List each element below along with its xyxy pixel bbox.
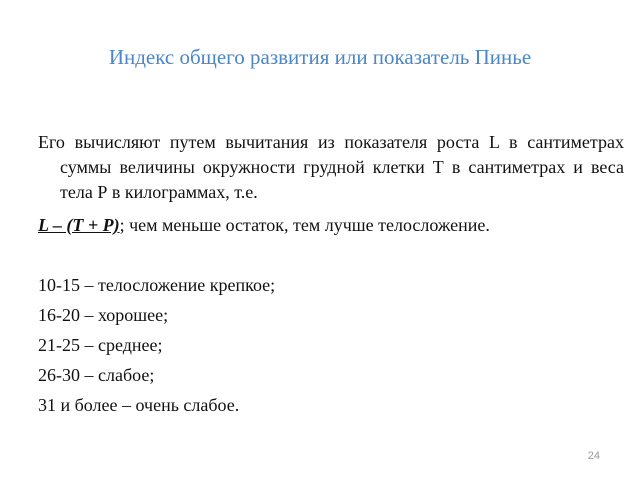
page-number: 24	[587, 450, 600, 462]
range-item: 31 и более – очень слабое.	[38, 395, 240, 415]
definition-paragraph: Его вычисляют путем вычитания из показателя роста L в сантиметрах суммы величины окружности грудной клетки Т в сантиметрах и веса тела Р в килограммах, т.е.	[38, 132, 624, 202]
range-item: 21-25 – среднее;	[38, 335, 163, 355]
formula-line	[38, 213, 490, 238]
range-item: 16-20 – хорошее;	[38, 305, 169, 325]
slide-title: Индекс общего развития или показатель Пинье	[108, 45, 532, 69]
range-item: 10-15 – телосложение крепкое;	[38, 275, 276, 295]
formula-explanation: ; чем меньше остаток, тем лучше телосложение.	[119, 215, 490, 235]
score-ranges-list	[38, 274, 275, 424]
pignet-formula: L – (T + P)	[38, 215, 120, 235]
range-item: 26-30 – слабое;	[38, 365, 155, 385]
